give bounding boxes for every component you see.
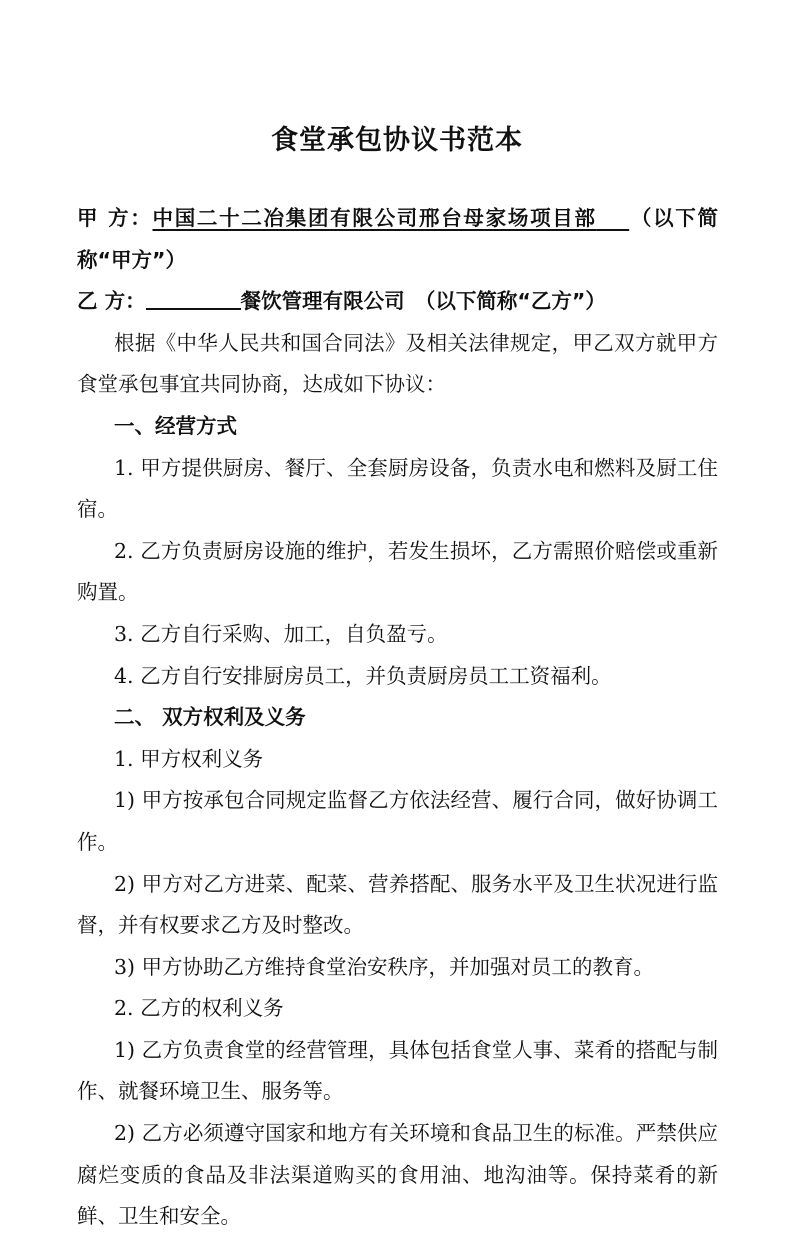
document-body — [77, 198, 718, 1238]
sub2-item: 1) 乙方负责食堂的经营管理，具体包括食堂人事、菜肴的搭配与制作、就餐环境卫生、服务等。 — [77, 1037, 718, 1104]
sub1-heading: 1. 甲方权利义务 — [114, 746, 264, 771]
section1-item: 4. 乙方自行安排厨房员工，并负责厨房员工工资福利。 — [114, 663, 612, 688]
sub2-heading: 2. 乙方的权利义务 — [114, 996, 284, 1021]
party-a-line — [77, 198, 718, 281]
sub2-item: 2) 乙方必须遵守国家和地方有关环境和食品卫生的标准。严禁供应腐烂变质的食品及非法渠道购买的食用油、地沟油等。保持菜肴的新鲜、卫生和安全。 — [77, 1121, 718, 1229]
party-b-name: 餐饮管理有限公司 — [240, 289, 405, 314]
intro-paragraph: 根据《中华人民共和国合同法》及相关法律规定，甲乙双方就甲方食堂承包事宜共同协商，达成如下协议： — [77, 330, 718, 397]
party-a-label: 甲 方： — [77, 206, 153, 230]
sub1-item: 1) 甲方按承包合同规定监督乙方依法经营、履行合同，做好协调工作。 — [77, 788, 718, 854]
document-title: 食堂承包协议书范本 — [271, 125, 523, 156]
section1-heading: 一、经营方式 — [114, 413, 237, 438]
sub1-item: 3) 甲方协助乙方维持食堂治安秩序，并加强对员工的教育。 — [114, 954, 655, 979]
party-b-line — [77, 281, 718, 323]
party-b-alias: （以下简称“乙方”） — [425, 289, 606, 314]
section1-item: 3. 乙方自行采购、加工，自负盈亏。 — [114, 621, 448, 646]
party-b-blank — [146, 288, 241, 310]
section1-item: 1. 甲方提供厨房、餐厅、全套厨房设备，负责水电和燃料及厨工住宿。 — [77, 455, 718, 522]
section2-heading: 二、 双方权利及义务 — [114, 705, 306, 730]
party-a-name: 中国二十二冶集团有限公司邢台母家场项目部 — [152, 206, 597, 230]
section1-item: 2. 乙方负责厨房设施的维护，若发生损坏，乙方需照价赔偿或重新购置。 — [77, 538, 718, 605]
party-a-underline-pad — [597, 206, 629, 230]
party-a-alias: （以下简称“甲方”） — [77, 206, 719, 272]
sub1-item: 2) 甲方对乙方进菜、配菜、营养搭配、服务水平及卫生状况进行监督，并有权要求乙方及时整改。 — [77, 871, 718, 938]
party-b-label: 乙 方： — [77, 289, 146, 314]
